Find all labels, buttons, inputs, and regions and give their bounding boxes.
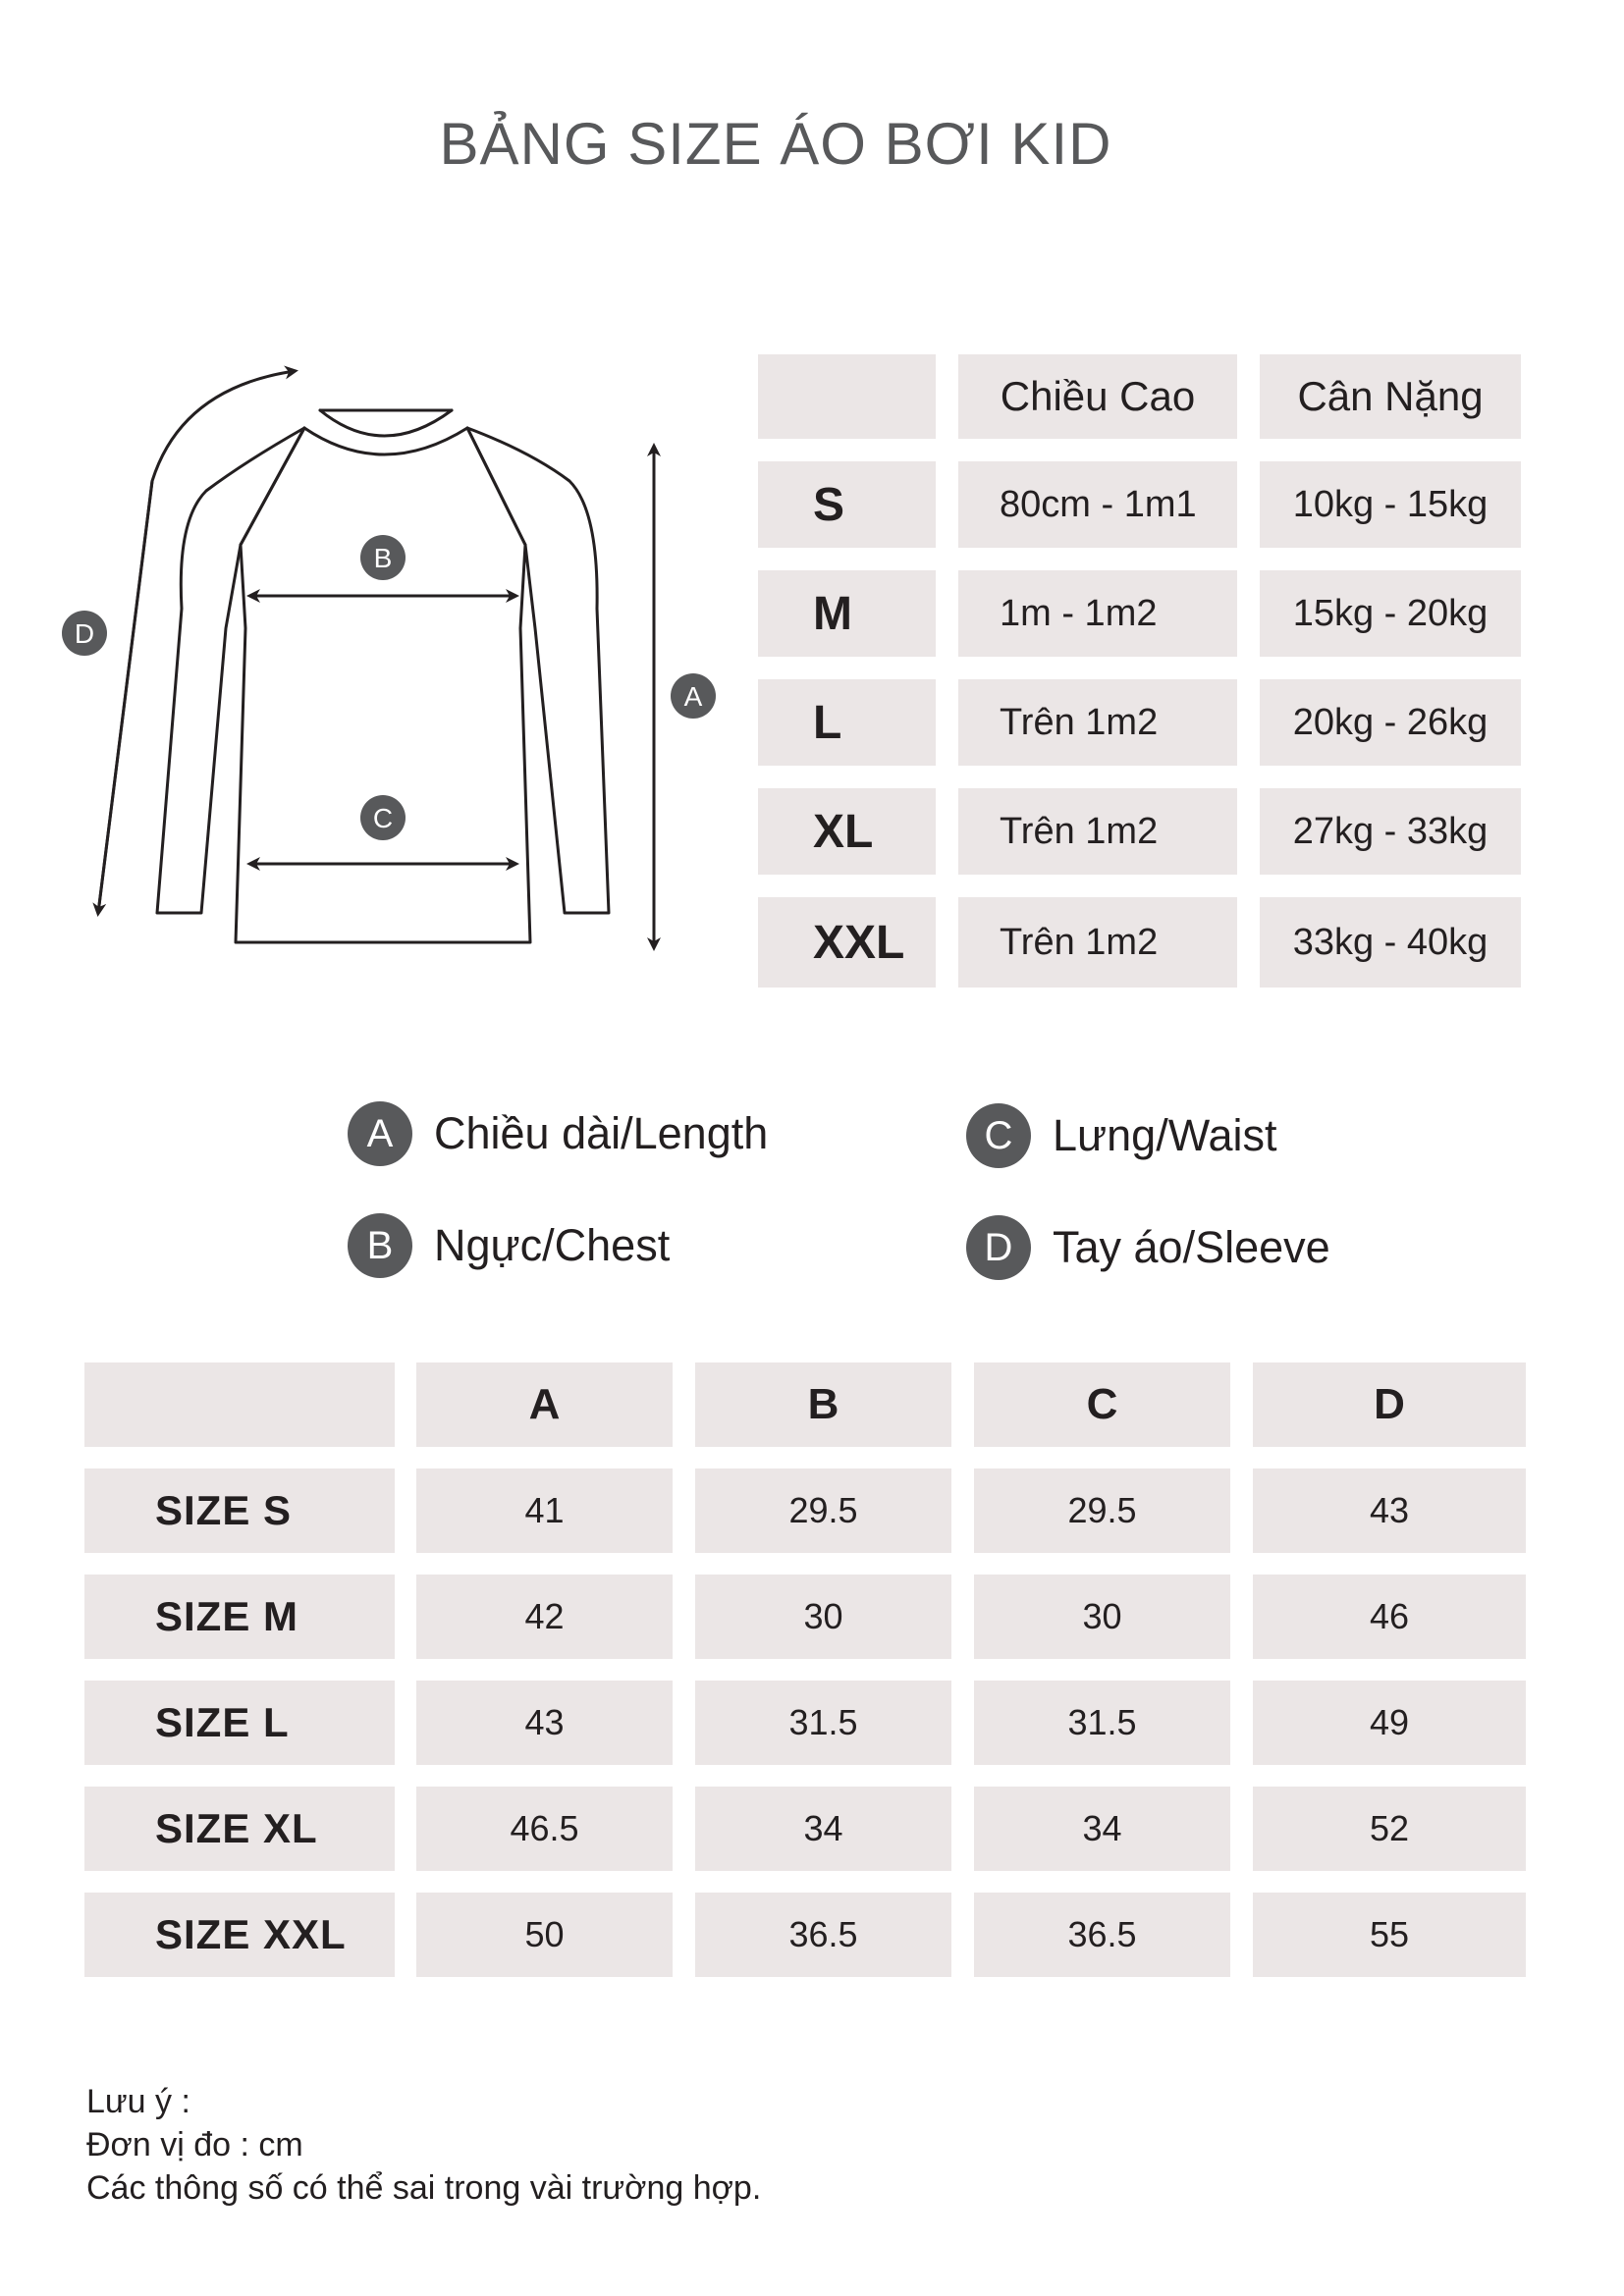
legend-badge: A [348, 1101, 412, 1166]
badge-d: D [74, 618, 95, 649]
table2-value-a: 50 [416, 1893, 673, 1977]
table1-weight: 27kg - 33kg [1260, 788, 1521, 875]
table2-value-a: 43 [416, 1681, 673, 1765]
table2-size: SIZE XXL [84, 1893, 395, 1977]
table1-height: Trên 1m2 [958, 679, 1237, 766]
table2-value-d: 49 [1253, 1681, 1526, 1765]
table2-value-c: 30 [974, 1575, 1230, 1659]
legend-item-chest [348, 1213, 670, 1278]
table2-value-c: 29.5 [974, 1468, 1230, 1553]
table1-size: S [758, 461, 936, 548]
body-outline [236, 545, 530, 942]
table1-size: L [758, 679, 936, 766]
table1-weight: 10kg - 15kg [1260, 461, 1521, 548]
table2-value-c: 34 [974, 1787, 1230, 1871]
table2-size: SIZE L [84, 1681, 395, 1765]
badge-c: C [372, 803, 394, 833]
left-sleeve [157, 428, 304, 913]
table2-value-a: 41 [416, 1468, 673, 1553]
table1-size: XXL [758, 897, 936, 988]
table1-size: M [758, 570, 936, 657]
table1-header-height: Chiều Cao [958, 354, 1237, 439]
page-title: BẢNG SIZE ÁO BƠI KID [439, 111, 1112, 177]
table2-value-d: 43 [1253, 1468, 1526, 1553]
note-heading: Lưu ý : [86, 2083, 190, 2120]
collar-line [320, 410, 452, 436]
legend-label: Chiều dài/Length [434, 1108, 769, 1158]
table2-header-c: C [974, 1362, 1230, 1447]
table2-value-a: 46.5 [416, 1787, 673, 1871]
table1-corner [758, 354, 936, 439]
table2-corner [84, 1362, 395, 1447]
badge-b: B [373, 543, 393, 573]
table2-value-b: 31.5 [695, 1681, 951, 1765]
table1-height: Trên 1m2 [958, 897, 1237, 988]
table2-header-a: A [416, 1362, 673, 1447]
table1-size: XL [758, 788, 936, 875]
legend-item-sleeve [966, 1215, 1330, 1280]
table2-header-d: D [1253, 1362, 1526, 1447]
legend-badge: B [348, 1213, 412, 1278]
table2-value-c: 31.5 [974, 1681, 1230, 1765]
table1-weight: 15kg - 20kg [1260, 570, 1521, 657]
table1-height: 80cm - 1m1 [958, 461, 1237, 548]
note-disclaimer: Các thông số có thể sai trong vài trường hợp. [86, 2169, 762, 2207]
legend-label: Lưng/Waist [1053, 1110, 1277, 1160]
table2-header-b: B [695, 1362, 951, 1447]
table2-value-b: 34 [695, 1787, 951, 1871]
table2-value-a: 42 [416, 1575, 673, 1659]
table2-value-b: 30 [695, 1575, 951, 1659]
table2-value-d: 52 [1253, 1787, 1526, 1871]
table2-size: SIZE S [84, 1468, 395, 1553]
table2-value-d: 55 [1253, 1893, 1526, 1977]
table1-header-weight: Cân Nặng [1260, 354, 1521, 439]
legend-item-length [348, 1101, 768, 1166]
table1-height: Trên 1m2 [958, 788, 1237, 875]
legend-label: Tay áo/Sleeve [1053, 1222, 1330, 1272]
badge-a: A [683, 681, 703, 712]
table1-weight: 20kg - 26kg [1260, 679, 1521, 766]
table2-size: SIZE XL [84, 1787, 395, 1871]
table2-value-d: 46 [1253, 1575, 1526, 1659]
legend-badge: D [966, 1215, 1031, 1280]
legend-item-waist [966, 1103, 1277, 1168]
legend-label: Ngực/Chest [434, 1220, 671, 1270]
note-unit: Đơn vị đo : cm [86, 2126, 303, 2163]
table2-value-b: 36.5 [695, 1893, 951, 1977]
table1-weight: 33kg - 40kg [1260, 897, 1521, 988]
table2-value-c: 36.5 [974, 1893, 1230, 1977]
table2-value-b: 29.5 [695, 1468, 951, 1553]
table1-height: 1m - 1m2 [958, 570, 1237, 657]
right-sleeve [467, 428, 609, 913]
legend-badge: C [966, 1103, 1031, 1168]
table2-size: SIZE M [84, 1575, 395, 1659]
